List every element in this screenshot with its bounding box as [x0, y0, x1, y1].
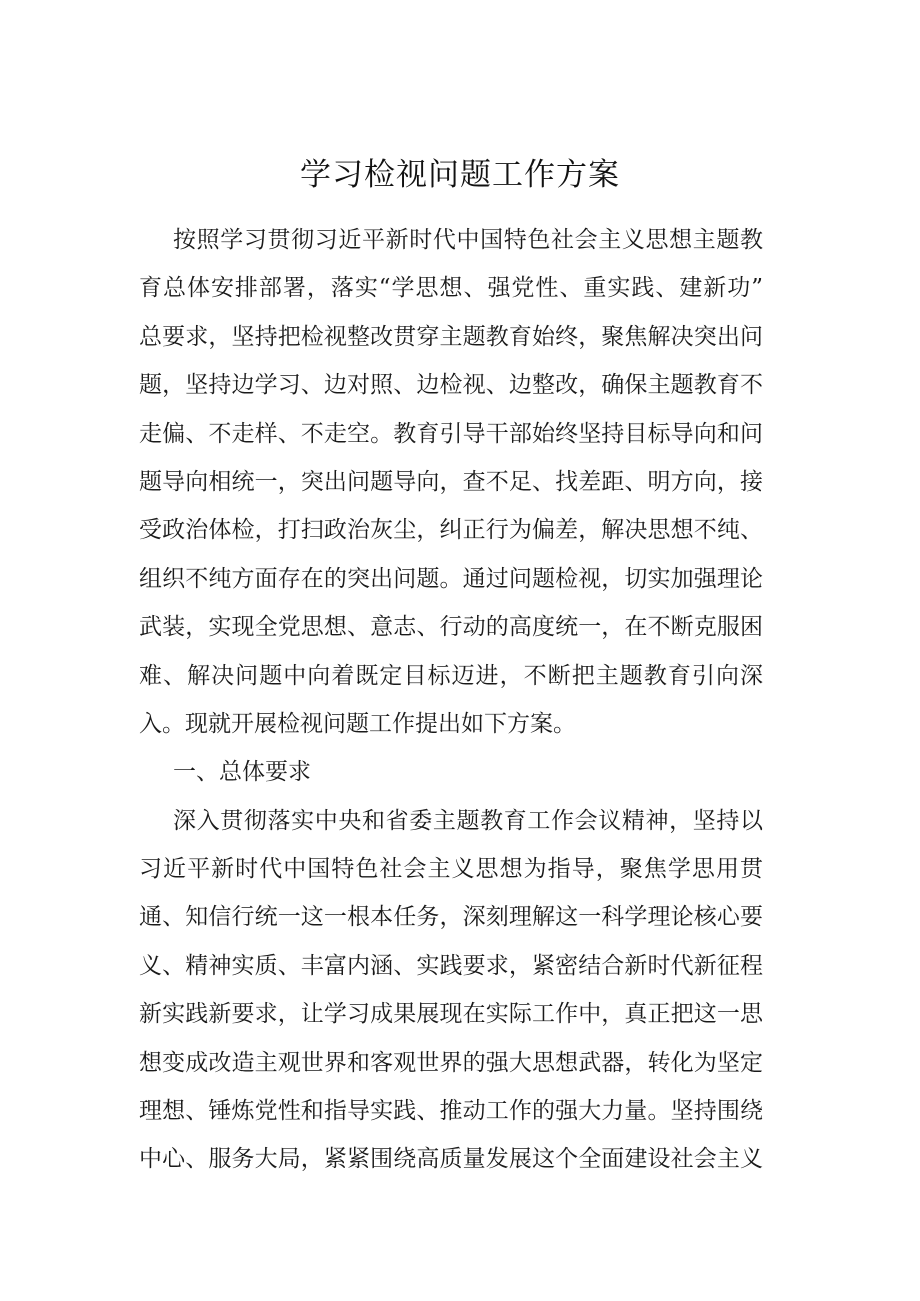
- text-line: 难、解决问题中向着既定目标迈进，不断把主题教育引向深: [139, 662, 763, 689]
- text-line: 组织不纯方面存在的突出问题。通过问题检视，切实加强理论: [139, 565, 763, 592]
- text-line: 育总体安排部署，落实“学思想、强党性、重实践、建新功”: [139, 275, 763, 302]
- text-line: 总要求，坚持把检视整改贯穿主题教育始终，聚焦解决突出问: [139, 323, 763, 350]
- text-line: 深入贯彻落实中央和省委主题教育工作会议精神，坚持以: [173, 807, 763, 834]
- text-line: 理想、锤炼党性和指导实践、推动工作的强大力量。坚持围绕: [139, 1098, 763, 1125]
- text-line: 走偏、不走样、不走空。教育引导干部始终坚持目标导向和问: [139, 420, 763, 447]
- text-line: 中心、服务大局，紧紧围绕高质量发展这个全面建设社会主义: [139, 1146, 763, 1173]
- paragraph-intro: [139, 216, 763, 1184]
- text-line: 题，坚持边学习、边对照、边检视、边整改，确保主题教育不: [139, 372, 763, 399]
- text-line: 新实践新要求，让学习成果展现在实际工作中，真正把这一思: [139, 1001, 763, 1028]
- text-line: 义、精神实质、丰富内涵、实践要求，紧密结合新时代新征程: [139, 952, 763, 979]
- text-line: 习近平新时代中国特色社会主义思想为指导，聚焦学思用贯: [139, 856, 763, 883]
- text-line: 按照学习贯彻习近平新时代中国特色社会主义思想主题教: [173, 227, 763, 253]
- text-line: 想变成改造主观世界和客观世界的强大思想武器，转化为坚定: [139, 1049, 763, 1076]
- text-line: 通、知信行统一这一根本任务，深刻理解这一科学理论核心要: [139, 904, 763, 931]
- text-line: 武装，实现全党思想、意志、行动的高度统一，在不断克服困: [139, 614, 763, 641]
- section-heading: 一、总体要求: [173, 759, 311, 786]
- text-line: 题导向相统一，突出问题导向，查不足、找差距、明方向，接: [139, 468, 763, 495]
- text-line: 受政治体检，打扫政治灰尘，纠正行为偏差，解决思想不纯、: [139, 517, 763, 544]
- text-line: 入。现就开展检视问题工作提出如下方案。: [139, 710, 576, 737]
- document-title: 学习检视问题工作方案: [300, 157, 620, 193]
